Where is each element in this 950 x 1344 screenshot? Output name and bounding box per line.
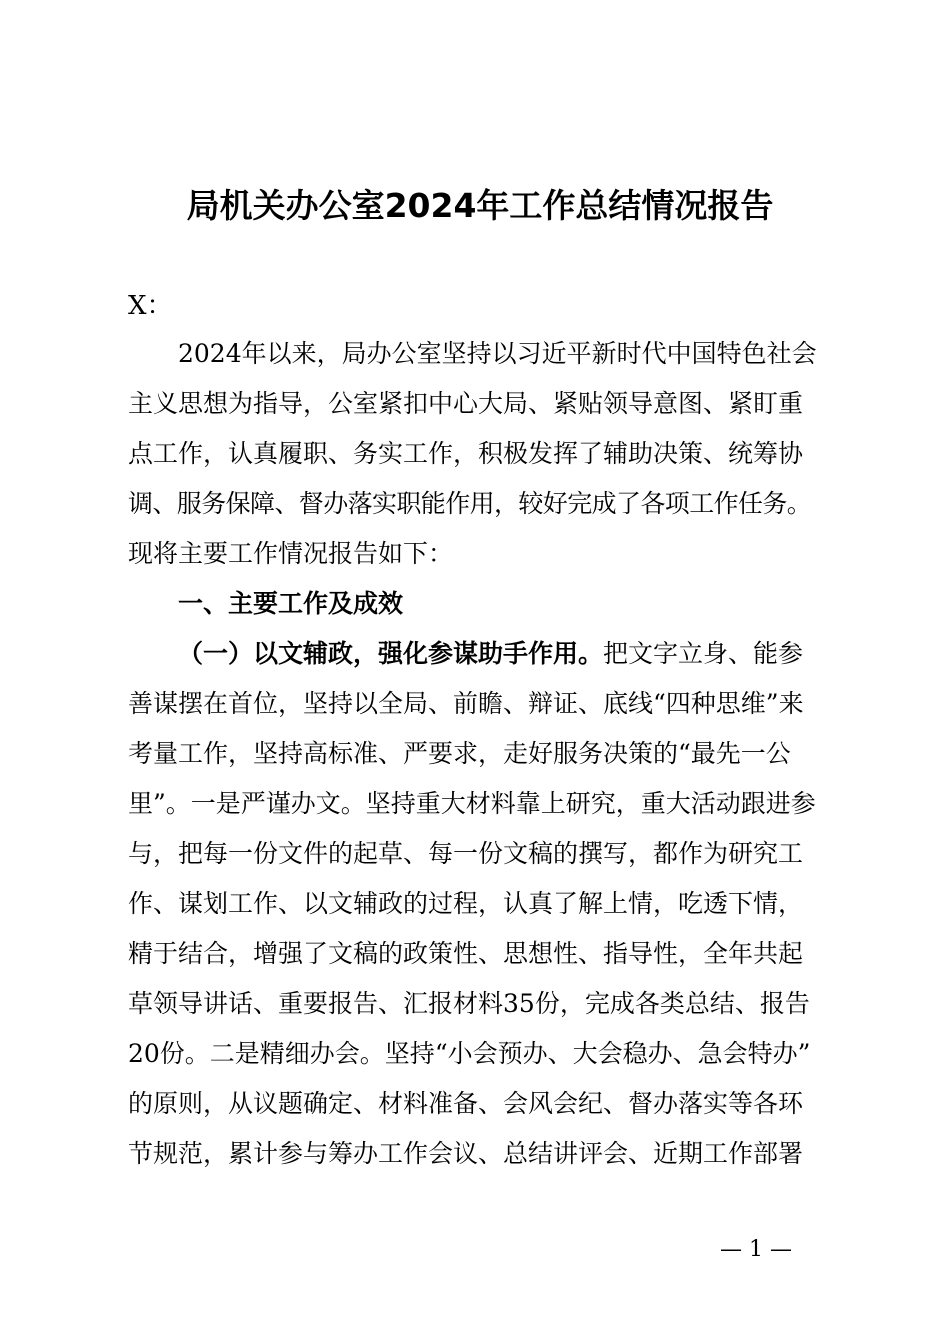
section-heading-1: 一、主要工作及成效	[178, 589, 404, 618]
body-line-1: 2024年以来，局办公室坚持以习近平新时代中国特色社会	[178, 339, 817, 368]
body-line-11: 与，把每一份文件的起草、每一份文稿的撰写，都作为研究工	[128, 839, 804, 868]
body-line-3: 点工作，认真履职、务实工作，积极发挥了辅助决策、统筹协	[128, 439, 804, 468]
body-line-15: 20份。二是精细办会。坚持“小会预办、大会稳办、急会特办”	[128, 1039, 811, 1068]
body-line-13: 精于结合，增强了文稿的政策性、思想性、指导性，全年共起	[128, 939, 804, 968]
body-line-10: 里”。一是严谨办文。坚持重大材料靠上研究，重大活动跟进参	[128, 789, 816, 818]
subsection-heading-1: （一）以文辅政，强化参谋助手作用。	[178, 639, 604, 668]
subsection-line	[128, 629, 882, 679]
document-title: 局机关办公室2024年工作总结情况报告	[186, 186, 774, 225]
body-line-16: 的原则，从议题确定、材料准备、会风会纪、督办落实等各环	[128, 1089, 804, 1118]
subsection-text-start: 把文字立身、能参	[603, 639, 804, 668]
page-number: — 1 —	[720, 1237, 792, 1262]
body-line-2: 主义思想为指导，公室紧扣中心大局、紧贴领导意图、紧盯重	[128, 389, 804, 418]
body-line-5: 现将主要工作情况报告如下：	[128, 539, 454, 568]
salutation: X：	[128, 291, 173, 321]
body-line-4: 调、服务保障、督办落实职能作用，较好完成了各项工作任务。	[128, 489, 812, 518]
body-line-8: 善谋摆在首位，坚持以全局、前瞻、辩证、底线“四种思维”来	[128, 689, 804, 718]
body-line-17: 节规范，累计参与筹办工作会议、总结讲评会、近期工作部署	[128, 1139, 804, 1168]
body-line-12: 作、谋划工作、以文辅政的过程，认真了解上情，吃透下情，	[128, 889, 804, 918]
body-line-14: 草领导讲话、重要报告、汇报材料35份，完成各类总结、报告	[128, 989, 810, 1018]
body-line-9: 考量工作，坚持高标准、严要求，走好服务决策的“最先一公	[128, 739, 791, 768]
